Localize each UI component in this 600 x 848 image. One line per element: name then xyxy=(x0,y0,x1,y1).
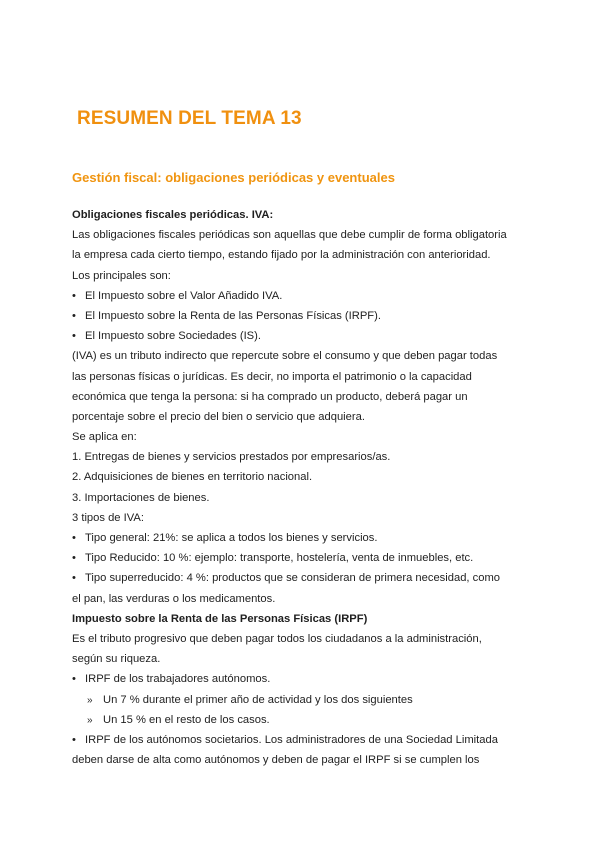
list-item-text: Tipo Reducido: 10 %: ejemplo: transporte, hostelería, venta de inmuebles, etc. xyxy=(85,552,474,565)
section-heading-iva: Obligaciones fiscales periódicas. IVA: xyxy=(72,209,274,221)
numbered-item: 3. Importaciones de bienes. xyxy=(72,491,210,504)
page-title: RESUMEN DEL TEMA 13 xyxy=(77,108,302,129)
list-item xyxy=(72,286,542,306)
list-item-text: El Impuesto sobre el Valor Añadido IVA. xyxy=(85,289,283,302)
list-item xyxy=(72,568,542,588)
list-item xyxy=(72,528,542,548)
paragraph-line: el pan, las verduras o los medicamentos. xyxy=(72,592,276,605)
bullet-icon: • xyxy=(72,532,76,544)
paragraph-line: las personas físicas o jurídicas. Es decir, no importa el patrimonio o la capacidad xyxy=(72,370,472,383)
list-item xyxy=(72,730,542,750)
paragraph-line: Es el tributo progresivo que deben pagar todos los ciudadanos a la administración, xyxy=(72,632,482,645)
bullet-icon: • xyxy=(72,289,76,302)
paragraph-line: (IVA) es un tributo indirecto que repercute sobre el consumo y que deben pagar todas xyxy=(72,350,498,363)
paragraph-line: porcentaje sobre el precio del bien o servicio que adquiera. xyxy=(72,410,365,423)
document-body xyxy=(72,205,542,770)
bullet-icon: • xyxy=(72,552,76,565)
list-item-text: IRPF de los trabajadores autónomos. xyxy=(85,673,271,686)
list-item xyxy=(72,548,542,568)
paragraph-line: la empresa cada cierto tiempo, estando fijado por la administración con anterioridad. xyxy=(72,249,491,262)
paragraph-line: Los principales son: xyxy=(72,269,171,282)
numbered-item: 2. Adquisiciones de bienes en territorio nacional. xyxy=(72,471,313,484)
list-item xyxy=(72,326,542,346)
applies-label: Se aplica en: xyxy=(72,431,137,444)
page-subtitle: Gestión fiscal: obligaciones periódicas y eventuales xyxy=(72,170,395,185)
paragraph-line: según su riqueza. xyxy=(72,653,161,666)
types-label: 3 tipos de IVA: xyxy=(72,511,144,524)
bullet-icon: • xyxy=(72,673,76,686)
sub-list-item-text: Un 7 % durante el primer año de actividad y los dos siguientes xyxy=(103,693,413,706)
paragraph-line: económica que tenga la persona: si ha comprado un producto, deberá pagar un xyxy=(72,390,468,403)
paragraph-line: Las obligaciones fiscales periódicas son aquellas que debe cumplir de forma obligatoria xyxy=(72,229,507,242)
chevron-double-right-icon: » xyxy=(87,714,93,726)
bullet-icon: • xyxy=(72,330,76,343)
paragraph-line: deben darse de alta como autónomos y deben de pagar el IRPF si se cumplen los xyxy=(72,754,480,767)
bullet-icon: • xyxy=(72,309,76,322)
bullet-icon: • xyxy=(72,572,76,585)
section-heading-irpf: Impuesto sobre la Renta de las Personas Físicas (IRPF) xyxy=(72,612,368,625)
list-item-text: Tipo superreducido: 4 %: productos que se consideran de primera necesidad, como xyxy=(85,572,501,585)
list-item-text: IRPF de los autónomos societarios. Los administradores de una Sociedad Limitada xyxy=(85,733,498,746)
sub-list-item xyxy=(72,710,542,730)
list-item-text: El Impuesto sobre Sociedades (IS). xyxy=(85,330,261,343)
sub-list-item xyxy=(72,690,542,710)
list-item xyxy=(72,669,542,689)
sub-list-item-text: Un 15 % en el resto de los casos. xyxy=(103,713,270,726)
chevron-double-right-icon: » xyxy=(87,694,93,706)
bullet-icon: • xyxy=(72,733,76,746)
numbered-item: 1. Entregas de bienes y servicios prestados por empresarios/as. xyxy=(72,451,391,464)
list-item-text: Tipo general: 21%: se aplica a todos los bienes y servicios. xyxy=(85,532,378,544)
list-item xyxy=(72,306,542,326)
list-item-text: El Impuesto sobre la Renta de las Personas Físicas (IRPF). xyxy=(85,309,381,322)
